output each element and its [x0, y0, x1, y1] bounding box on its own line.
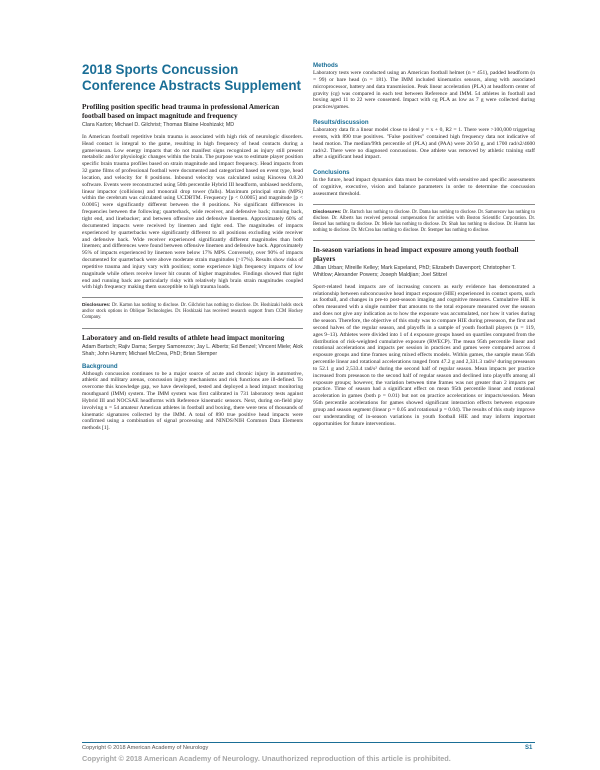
disclosures: [313, 210, 535, 234]
journal-title: 2018 Sports Concussion Conference Abstracts Supplement: [82, 62, 302, 93]
section-divider: [313, 240, 535, 241]
article-title: Laboratory and on-field results of athlete head impact monitoring: [82, 333, 285, 342]
article-body: Sport-related head impacts are of increasing concern as early evidence has demonstrated a relationship between subconcussive head impact exposure (HIE) experienced in contact sports, such as football, and changes in pre-to post-season imaging and cognitive measures. Cumulative HIE is often measured with a single number that amounts to the total exposure measured over the season and does not give any indication as to how the exposure was accumulated, nor how it varies during the season. Therefore, the objective of this study was to compare HIE during preseason, the first and second halves of the regular season, and playoffs in a sample of youth football players (n = 119, ages 9–13). Athletes were divided into 1 of 4 exposure groups based on quartiles computed from the distribution of risk-weighted cumulative exposure (RWECP). The mean 95th percentile linear and rotational accelerations and impacts per session in practices and games were compared across 4 exposure groups and time frames using mixed effects models. Within games, the sample mean 95th percentile linear and rotational accelerations ranged from 47.2 g and 2,331.3 rad/s² during preseason to 52.1 g and 2,533.4 rad/s² during the second half of regular season. Mean impacts per practice increased from preseason to the second half of regular season and declined into playoffs among all exposure groups; however, the variation between time frames was not greater than 2 impacts per practice. Time of season had a significant effect on mean 95th percentile linear and rotational acceleration in games (both p = 0.01) but not on practice accelerations or impacts/session. Mean 95th percentile accelerations for games showed significant interaction effects between exposure group and season segment (linear p = 0.05 and rotational p = 0.04). The results of this study improve our understanding of in-season variations in youth football HIE and may inform important opportunities for future interventions.: [313, 283, 535, 427]
section-divider: [313, 204, 535, 205]
disclosures-label: Disclosures:: [313, 209, 342, 215]
section-body: Although concussion continues to be a major source of acute and chronic injury in automotive, athletic and military arenas, concussion injury mechanisms and risk functions are ill-defined. To overcome this knowledge gap, we have developed, tested and deployed a head impact monitoring mouthguard (IMM) system. The IMM system was first calibrated in 731 laboratory tests against Hybrid III and NOCSAE headforms with Reference kinematic sensors. Next, during on-field play involving n = 54 amateur American athletes in football and boxing, there were tens of thousands of kinematic signatures collected by the IMM. A total of 890 true positive head impacts were confirmed using a combination of signal processing and NINDS/NIH Common Data Elements methods [1].: [82, 370, 303, 432]
copyright-watermark: Copyright © 2018 American Academy of Neurology. Unauthorized reproduction of this article is prohibited.: [82, 754, 451, 763]
disclosures-text: Dr. Bartsch has nothing to disclose. Dr. Dama has nothing to disclose. Dr. Samorezov has nothing to disclose. Dr. Alberts has received personal compensation for activities with Boston Scientific Corporation. Dr. Benzel has nothing to disclose. Dr. Miele has nothing to disclose. Dr. Shah has nothing to disclose. Dr. Humm has nothing to disclose. Dr. McCrea has nothing to disclose. Dr. Stemper has nothing to disclose.: [313, 209, 536, 234]
disclosures-label: Disclosures:: [82, 303, 111, 309]
disclosures: [82, 303, 303, 321]
article-authors: Jillian Urban; Mireille Kelley; Mark Espeland, PhD; Elizabeth Davenport; Christopher T. Whitlow; Alexander Powers; Joseph Maldjian; Joel Stitzel: [313, 265, 516, 279]
article-body: In American football repetitive brain trauma is associated with high risk of neurologic disorders. Head contact is integral to the game, resulting in high frequency of head contacts during a game/season. Low energy impacts that do not manifest signs recognized as injury still present metabolic and/or physiologic changes within the brain. The purpose was to estimate player position specific brain trauma profiles based on strain magnitude and impact frequency. Head impacts from 32 game films of professional football were documented and categorized based on event type, head location, and velocity for 8 positions. Inbound velocity was calculated using Kinovea 0.8.20 software. Events were reconstructed using 50th percentile Hybrid III headform, unbiased neckform, linear impactor (collisions) and monorail drop tower (falls). Maximum principal strain (MPS) within the cerebrum was calculated using UCDBTM. Frequency [p < 0.0005] and magnitude [p < 0.0005] were significantly different between the 8 positions. No significant differences in frequencies between the following; quarterback, wide receiver, and defensive back; running back, tight end, and linebacker; and between offensive and defensive linemen. Approximately 60% of documented impacts were received by linemen and tight end. The magnitudes of impacts experienced by quarterbacks were significantly different to all positions excluding wide receiver and defensive back. Wide receiver experienced significantly different magnitudes than both linemen; and differences were found between offensive linemen and defensive back. Approximately 95% of impacts experienced by linemen were below 17% MPS. Conversely, over 90% of impacts documented for quarterback were above moderate strain magnitudes (>17%). Results show risks of repetitive trauma and injury vary with position; some experience high frequency impacts of low magnitude while others receive lower hit counts of higher magnitudes. Findings showed that tight end and running back are particularly risky with relatively high brain strain magnitudes coupled with high frequency making them susceptible to high trauma loads.: [82, 133, 303, 291]
disclosures-text: Dr. Karton has nothing to disclose. Dr. Gilchrist has nothing to disclose. Dr. Hoshizaki holds stock and/or stock options in Oblique Technologies. Dr. Hoshizaki has received research support from CCM Hockey Company.: [82, 303, 303, 321]
article-title: In-season variations in head impact exposure among youth football players: [313, 246, 519, 263]
section-body: In the future, head impact dynamics data must be correlated with sensitive and specific assessments of cognitive, executive, vision and balance parameters in order to determine the concussion assessment threshold.: [313, 177, 535, 197]
footer-divider: [82, 742, 535, 743]
article-authors: Clara Karton; Michael D. Gilchrist; Thomas Blaine Hoshizaki; MD: [82, 122, 235, 129]
right-column: [313, 62, 535, 428]
section-heading: Conclusions: [313, 169, 350, 177]
left-column: [82, 62, 303, 432]
article-title: Profiling position specific head trauma in professional American football based on impact magnitude and frequency: [82, 103, 280, 120]
section-divider: [82, 328, 303, 329]
section-heading: Background: [82, 362, 118, 370]
footer-copyright: Copyright © 2018 American Academy of Neurology: [82, 745, 209, 751]
section-heading: Results/discussion: [313, 119, 369, 127]
section-divider: [82, 297, 303, 298]
section-body: Laboratory tests were conducted using an American football helmet (n = 451), padded headform (n = 99) or bare head (n = 181). The IMM included kinematics sensors, along with associated microprocessor, battery and data transmission. Peak linear acceleration (PLA) at headform center of gravity (cg) was compared in each test between Reference and IMM. 54 athletes in football and boxing aged 11 to 22 were consented. Impact with cg PLA as low as 7 g were collected during practices/games.: [313, 70, 535, 111]
section-body: Laboratory data fit a linear model close to ideal y = x + 0, R2 = 1. There were >100,000 triggering events, with 890 true positives. "False positives" contained high frequency data not indicative of head motion. The median/99th percentile of (PLA) and (PAA) were 20/50 g, and 1700 rad/s2/4600 rad/s2. There were no diagnosed concussions. One athlete was removed by athletic training staff after a significant head impact.: [313, 127, 535, 161]
section-heading: Methods: [313, 62, 339, 69]
page-number: S1: [525, 745, 533, 751]
article-authors: Adam Bartsch; Rajiv Dama; Sergey Samorezov; Jay L. Alberts; Ed Benzel; Vincent Miele; Alok Shah; John Humm; Michael McCrea, PhD; Brian Stemper: [82, 344, 303, 357]
